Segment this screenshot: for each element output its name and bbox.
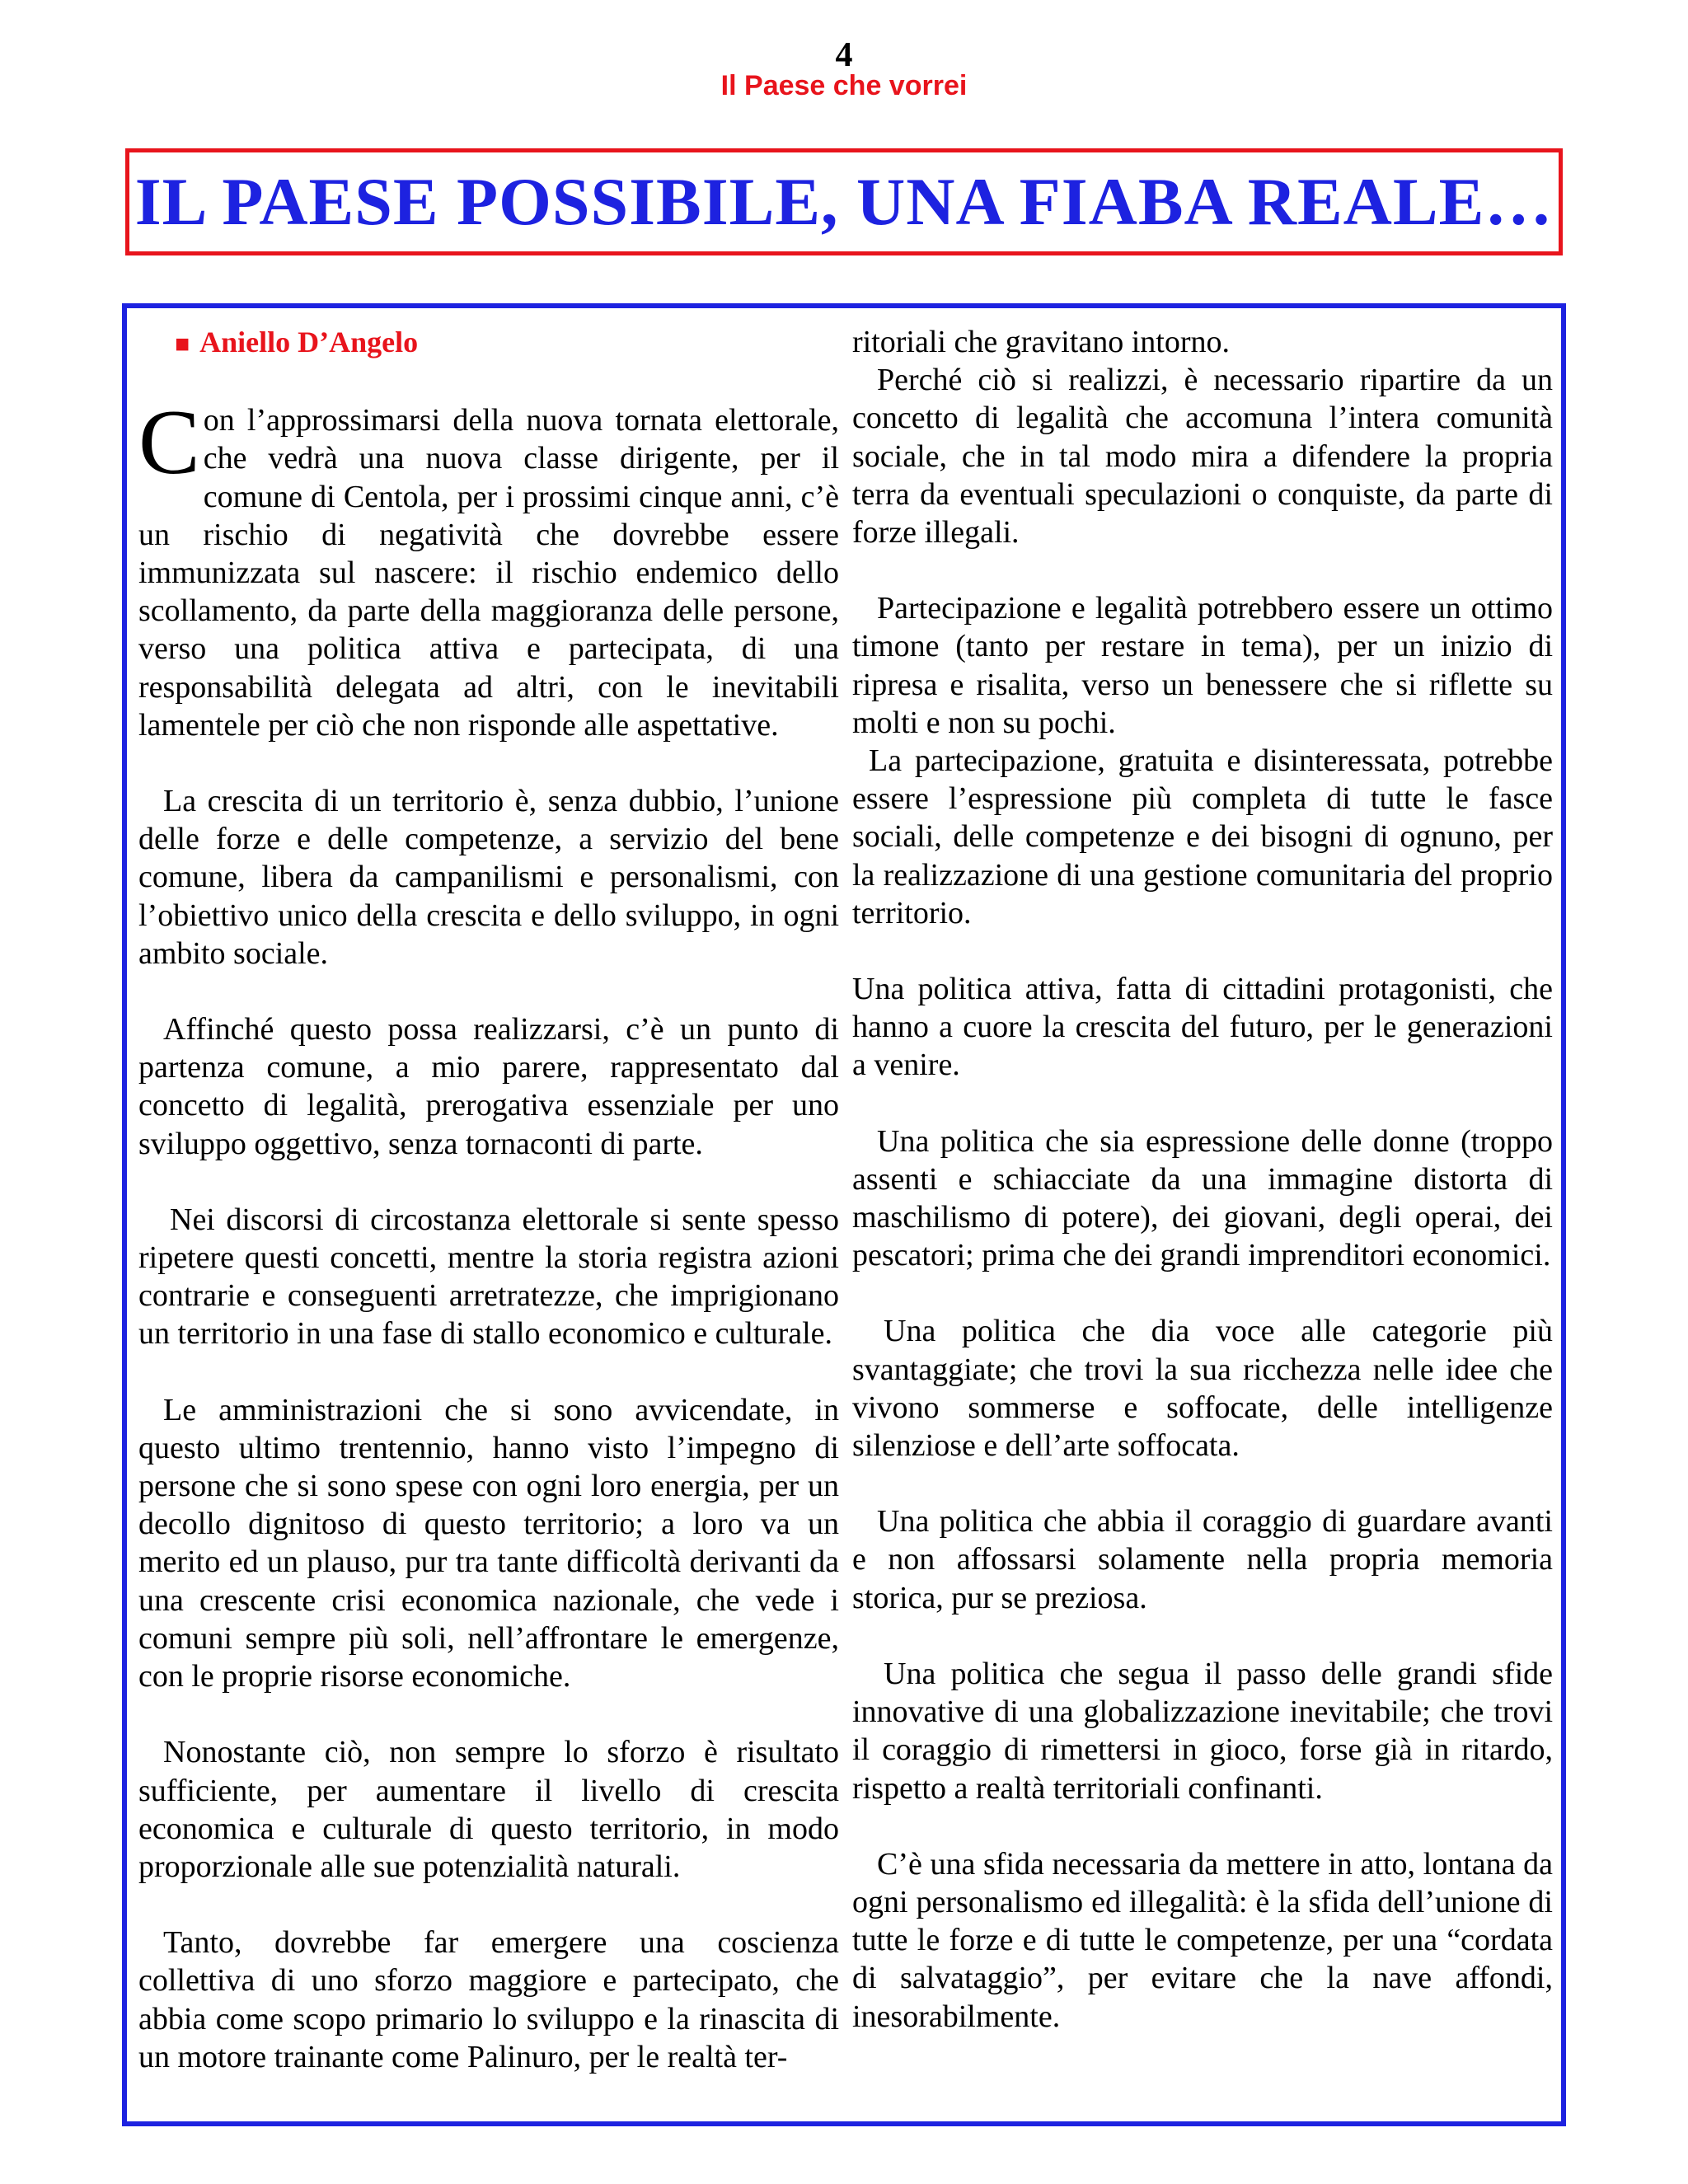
- title-box: [125, 148, 1563, 255]
- paragraph: C’è una sfida necessaria da mettere in atto, lontana da ogni personalismo ed illegalità: è la sfida dell’unione di tutte le forze e di tutte le competenze, per una “cordata di salvataggio”, per evitare che la nave affondi, inesorabilmente.: [852, 1846, 1553, 2034]
- paragraph: Tanto, dovrebbe far emergere una coscienza collettiva di uno sforzo maggiore e partecipato, che abbia come scopo primario lo sviluppo e la rinascita di un motore trainante come Palinuro, per le realtà ter-: [138, 1925, 839, 2074]
- paragraph: Una politica che sia espressione delle donne (troppo assenti e schiacciate da una immagine distorta di maschilismo di potere), dei giovani, degli operai, dei pescatori; prima che dei grandi imprenditori economici.: [852, 1123, 1553, 1273]
- paragraph: La partecipazione, gratuita e disinteressata, potrebbe essere l’espressione più completa di tutte le fasce sociali, delle competenze e dei bisogni di ognuno, per la realizzazione di una gestione comunitaria del proprio territorio.: [852, 743, 1553, 930]
- square-bullet-icon: ■: [175, 330, 190, 358]
- paragraph: Con l’approssimarsi della nuova tornata elettorale, che vedrà una nuova classe dirigente, per il comune di Centola, per i prossimi cinque anni, c’è un rischio di negatività che dovrebbe essere immunizzata sul nascere: il rischio endemico dello scollamento, da parte della maggioranza delle persone, verso una politica attiva e partecipata, di una responsabilità delegata ad altri, con le inevitabili lamentele per ciò che non risponde alle aspettative.: [138, 391, 839, 743]
- author-name: Aniello D’Angelo: [199, 326, 419, 359]
- page-number: 4: [835, 36, 853, 74]
- paragraph: Una politica che segua il passo delle grandi sfide innovative di una globalizzazione inevitabile; che trovi il coraggio di rimettersi in gioco, forse già in ritardo, rispetto a realtà territoriali confinanti.: [852, 1656, 1553, 1806]
- paragraph: Perché ciò si realizzi, è necessario ripartire da un concetto di legalità che accomuna l’intera comunità sociale, che in tal modo mira a difendere la propria terra da eventuali speculazioni o conquiste, da parte di forze illegali.: [852, 363, 1553, 551]
- paragraph: Nei discorsi di circostanza elettorale si sente spesso ripetere questi concetti, mentre la storia registra azioni contrarie e conseguenti arretratezze, che imprigionano un territorio in una fase di stallo economico e culturale.: [138, 1202, 839, 1352]
- paragraph: Una politica che dia voce alle categorie più svantaggiate; che trovi la sua ricchezza nelle idee che vivono sommerse e soffocate, delle intelligenze silenziose e dell’arte soffocata.: [852, 1314, 1553, 1464]
- byline: [138, 323, 839, 363]
- article-column-right: [852, 323, 1553, 2036]
- running-head: Il Paese che vorrei: [720, 70, 968, 101]
- paragraph: Affinché questo possa realizzarsi, c’è un punto di partenza comune, a mio parere, rappresentato dal concetto di legalità, prerogativa essenziale per uno sviluppo oggettivo, senza tornaconti di parte.: [138, 1012, 839, 1161]
- paragraph: La crescita di un territorio è, senza dubbio, l’unione delle forze e delle competenze, a servizio del bene comune, libera da campanilismi e personalismi, con l’obiettivo unico della crescita e dello sviluppo, in ogni ambito sociale.: [138, 784, 839, 971]
- paragraph: Le amministrazioni che si sono avvicendate, in questo ultimo trentennio, hanno visto l’impegno di persone che si sono spese con ogni loro energia, per un decollo dignitoso di questo territorio; a loro va un merito ed un plauso, pur tra tante difficoltà derivanti da una crescente crisi economica nazionale, che vede i comuni sempre più soli, nell’affrontare le emergenze, con le proprie risorse economiche.: [138, 1392, 839, 1694]
- paragraph: Una politica che abbia il coraggio di guardare avanti e non affossarsi solamente nella propria memoria storica, pur se preziosa.: [852, 1504, 1553, 1615]
- paragraph: Una politica attiva, fatta di cittadini protagonisti, che hanno a cuore la crescita del futuro, per le generazioni a venire.: [852, 972, 1553, 1083]
- paragraph: Nonostante ciò, non sempre lo sforzo è risultato sufficiente, per aumentare il livello di crescita economica e culturale di questo territorio, in modo proporzionale alle sue potenzialità naturali.: [138, 1735, 839, 1884]
- article-title: IL PAESE POSSIBILE, UNA FIABA REALE…: [134, 164, 1554, 239]
- article-box: [122, 303, 1566, 2126]
- drop-cap: C: [138, 391, 200, 494]
- paragraph: ritoriali che gravitano intorno.: [852, 325, 1230, 359]
- paragraph: Partecipazione e legalità potrebbero essere un ottimo timone (tanto per restare in tema), per un inizio di ripresa e risalita, verso un benessere che si riflette su molti e non su pochi.: [852, 591, 1553, 740]
- article-column-left: [138, 323, 839, 2076]
